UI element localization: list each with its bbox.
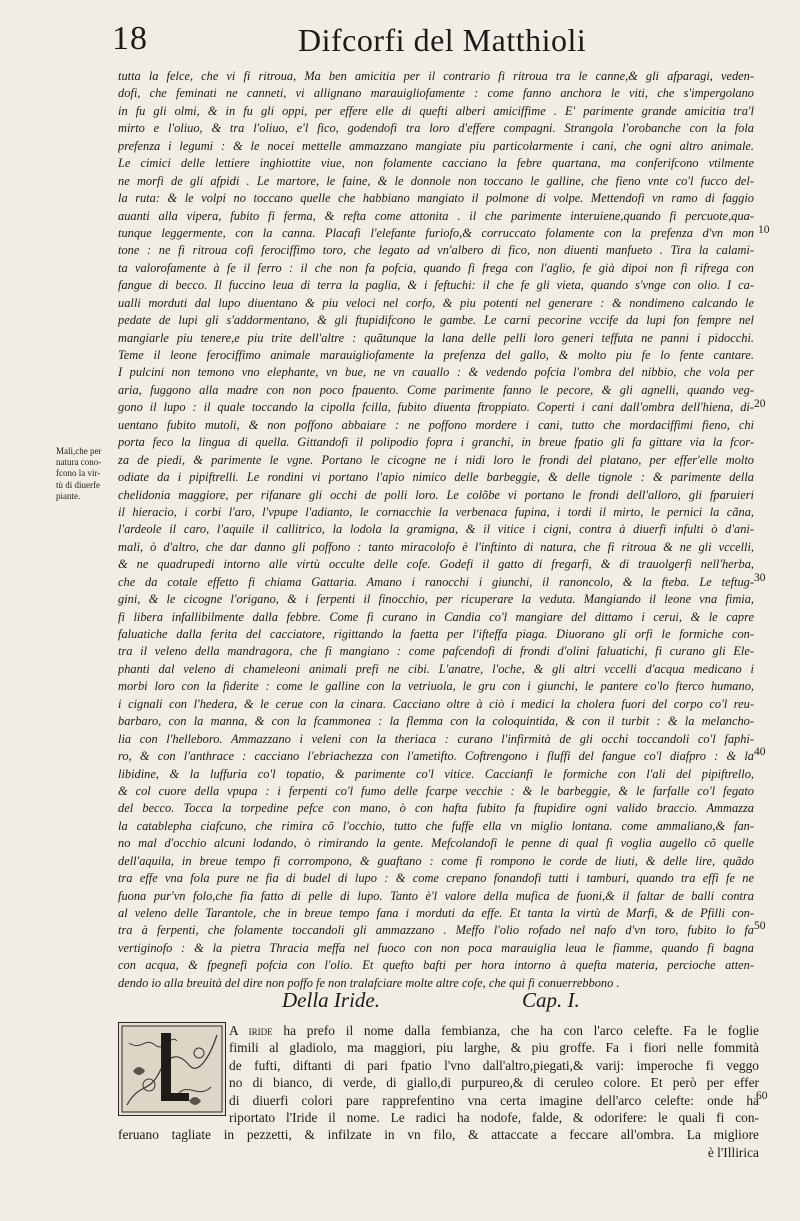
commentary-line: auanti alla vipera, fubito fi ferma, & refta come attonita . il che parimente interuiene,quando fi percuote,qua- xyxy=(118,208,754,223)
commentary-line: dofi, che feminati ne canneti, vi allignano marauigliofamente : come fanno anchora le viti, che s'impergolano xyxy=(118,86,754,101)
body-line: no di bianco, di verde, di giallo,di purpureo,& di ceruleo colore. Et però per effer xyxy=(229,1075,759,1091)
commentary-line: dell'aquila, in breue tempo fi corrompono, & guaftano : come fi rompono le corde de liuti, & delle lire, quãdo xyxy=(118,853,754,868)
margin-line-number: 50 xyxy=(754,920,766,932)
body-line: è l'Illirica xyxy=(707,1144,759,1160)
commentary-line: ro, & con l'anthrace : cacciano l'ebriachezza con l'ametifto. Coftrengono i fluffi del fangue co'l diafpro : & la xyxy=(118,749,754,764)
commentary-line: gono il lupo : il quale toccando la cipolla fcilla, fubito diuenta ftroppiato. Coperti i cani dall'ombra dell'hiena, di- xyxy=(118,400,754,415)
commentary-line: fi libera infallibilmente dalla febbre. Come fi curano in Candia co'l mangiare del dittamo i cerui, & le capre xyxy=(118,609,754,624)
commentary-line: lia con l'helleboro. Ammazzano i veleni con la theriaca : curano l'infirmità de gli occhi toccandoli co'l faphi- xyxy=(118,731,754,746)
commentary-line: tra il veleno della mandragora, che fi mangiano : come pafcendofi di frondi d'olini faluatichi, fi curano gli Ele- xyxy=(118,644,754,659)
commentary-line: il hieracio, i corbi l'aro, l'vpupe l'adianto, le cornacchie la verbenaca fupina, i tordi il mirto, le pernici la cãna, xyxy=(118,504,754,519)
commentary-line: ne morfi de gli afpidi . Le martore, le faine, & le donnole non toccano le galline, che fieno vnte co'l fucco del- xyxy=(118,173,754,188)
commentary-line: gini, & le cicogne l'origano, & i ferpenti il finocchio, per ricuperare la veduta. Mangiando il leone vna fimia, xyxy=(118,592,754,607)
body-line: di diuerfi colori pare rapprefentino vna certa imagine dell'arco celefte: onde ha xyxy=(229,1092,759,1108)
commentary-line: la ruta: & le volpi no toccano quelle che habbiano mangiato il polmone di volpe. Mettendofi vn ramo di faggio xyxy=(118,191,754,206)
commentary-line: phanti dal veleno di chameleoni animali prefi ne cibi. L'anatre, l'oche, & gli altri vccelli d'acqua medicano i xyxy=(118,661,754,676)
commentary-text xyxy=(118,68,754,992)
margin-line-number: 10 xyxy=(758,224,770,236)
page-number: 18 xyxy=(112,20,148,57)
chapter-body-text xyxy=(118,1022,759,1161)
side-note-line: tù di diuerfe xyxy=(56,479,100,490)
side-note-line: Mali,che per xyxy=(56,446,102,456)
commentary-line: la catablepha ciafcuno, che rimira cõ l'occhio, tutto che fuffe ella vn miglio lontana. come ammaliano,& fan- xyxy=(118,818,754,833)
commentary-line: I pulcini non temono vno elephante, vn bue, ne vn cauallo : & vedendo pofcia l'ombra del nibbio, che vola per xyxy=(118,365,754,380)
commentary-line: tunque leggermente, con la canna. Placafi l'elefante furiofo,& corruccato folamente con la prefenza d'vn mon xyxy=(118,225,754,240)
commentary-line: & col cuore della vpupa : i ferpenti co'l fumo delle fcarpe vecchie : & le barbeggie, & le farfalle co'l fegato xyxy=(118,783,754,798)
commentary-line: i cignali con l'hedera, & le cerue con la cinara. Cacciano oltre à ciò i medici la cholera fuori del corpo co'l reu- xyxy=(118,696,754,711)
commentary-line: tra à ferpenti, che folamente toccandoli gli ammazzano . Meffo l'olio rofado nel nafo d'vn toro, fubito lo fa xyxy=(118,923,754,938)
commentary-line: & ne quadrupedi intorno alle virtù occulte delle cofe. Godefi il gatto di fregarfi, & di trauolgerfi nell'herba, xyxy=(118,557,754,572)
commentary-line: pedate de lupi gli s'addormentano, & gli ftupidifcono le gambe. Le carni pecorine vccife da lupi fon fempre nel xyxy=(118,313,754,328)
commentary-line: chelidonia maggiore, per rifanare gli occhi de polli loro. Le colõbe vi portano le frondi dell'alloro, gli fparuieri xyxy=(118,487,754,502)
commentary-line: mali, ò d'altro, che dar danno gli poffono : tanto miracolofo è l'inftinto di natura, che fi ritroua & ne gli vccelli, xyxy=(118,539,754,554)
body-line: de fufti, diftanti di pari fpatio l'vno dall'altro,piegati,& varij: imperoche fi veggo xyxy=(229,1057,759,1073)
commentary-line: faluatiche dalla ferita del cacciatore, rigittando la faetta per l'ifteffa piaga. Diuorano gli orfi le formiche con- xyxy=(118,627,754,641)
commentary-line: Teme il leone ferociffimo animale marauigliofamente la prefenza del gallo, & molto piu fe lo fente cantare. xyxy=(118,348,754,362)
commentary-line: mangiarle piu tenere,e piu trite dell'altre : quãtunque la lana delle pelli loro generi teffuta ne panni i pidocchi. xyxy=(118,330,754,345)
commentary-line: del becco. Tocca la torpedine pefce con mano, ò con hafta fubito fa ftupidire ogni valido braccio. Ammazza xyxy=(118,801,754,816)
running-title: Difcorfi del Matthioli xyxy=(298,22,587,58)
commentary-line: tra effe vna fola pure ne fia di budel di lupo : & come crepano fonandofi tutti i tamburi, quando tra effi fe ne xyxy=(118,871,754,886)
commentary-line: dendo io alla breuità del dire non poffo fe non tralafciare molte altre cofe, che qui fi conuerrebbono . xyxy=(118,975,620,990)
body-line: riportato l'Iride il nome. Le radici ha nodofe, falde, & odorifere: le quali fi con- xyxy=(229,1109,759,1125)
commentary-line: fuona pur'vn folo,che fia fatto di pelle di lupo. Tanto è'l valore della mufica de fuoni,& il faltar de balli contra xyxy=(118,888,754,903)
commentary-line: mirto e l'oliuo, & tra l'oliuo, e'l fico, godendofi tra loro d'effere compagni. Strangola l'orobanche con la fola xyxy=(118,121,754,136)
commentary-line: morbi loro con la fiderite : come le galline con la vetriuola, le gru con i giunchi, le pantere co'lo fterco humano, xyxy=(118,679,754,694)
body-line: fimili al gladiolo, ma maggiori, piu larghe, & piu groffe. Fa i fiori nelle fommità xyxy=(229,1040,759,1056)
commentary-line: uentano fubito mutoli, & non poffono abbaiare : ne poffono mordere i cani, tutto che mordaciffimi fieno, chi xyxy=(118,417,754,432)
decorated-initial-woodcut xyxy=(118,1022,226,1116)
commentary-line: no mal d'occhio alcuni lodando, ò rimirando la gente. Mefcolandofi le penne di qual fi voglia augello cõ quelle xyxy=(118,836,754,851)
commentary-line: fangue di becco. Il fuccino leua di terra la paglia, & i feftuchi: il che fe gli vieta, quando s'vnge con olio. I ca- xyxy=(118,278,754,293)
chapter-label: Cap. I. xyxy=(522,988,580,1012)
commentary-line: Le cimici delle lettiere inghiottite viue, non folamente cacciano la febre quartana, ma conferifcono vtilmente xyxy=(118,156,754,171)
commentary-line: al veleno delle Tarantole, che in breue tempo fana i morduti da effe. Et tanta la virtù de Marfi, & de Pfilli con- xyxy=(118,906,754,920)
commentary-line: tone : ne fi ritroua cofi ferociffimo toro, che legato ad vn'albero di fico, non diuenti manfueto . Tira la calami- xyxy=(118,243,754,258)
chapter-title: Della Iride. xyxy=(282,988,380,1012)
commentary-line: con acqua, & fpegnefi pofcia con l'olio. Et quefto bafti per hora intorno à quefta materia, percioche atten- xyxy=(118,958,754,973)
margin-line-number: 30 xyxy=(754,572,766,584)
commentary-line: za de piedi, & parimente le vgne. Portano le cicogne ne i nidi loro le frondi del platano, per effer'elle molto xyxy=(118,452,754,467)
commentary-line: barbaro, con la manna, & con la fcammonea : la flemma con la coloquintida, & con il turbit : & la melancho- xyxy=(118,714,754,729)
body-first-word: A iride xyxy=(229,1023,273,1038)
body-line: feruano tagliate in pezzetti, & infilzate in vn filo, & attaccate a feccare all'ombra. La migliore xyxy=(118,1127,759,1143)
commentary-line: odiate da i pipiftrelli. Le rondini vi portano l'apio nimico delle barbeggie, & delle tignole : & parimente della xyxy=(118,470,754,485)
commentary-line: in fu gli olmi, & in fu gli oppi, per effere elle di quefti alberi amiciffime . E' parimente grande amicitia tra'l xyxy=(118,103,754,118)
commentary-line: l'ardeole il caro, l'aquile il callitrico, la lodola la gramigna, & il vitice i cigni, contra à diuerfi infulti ò d'ani- xyxy=(118,522,754,537)
commentary-line: prefenza i legumi : & le nocei mettelle ammazzano mangiate piu particolarmente i cani, che ogni altro animale. xyxy=(118,138,754,153)
commentary-line: che da cotale effetto fi chiama Gattaria. Amano i ranocchi i giunchi, il ranoncolo, & la fteba. Le teftug- xyxy=(118,574,754,589)
commentary-line: aria, fuggono alla madre con non poco fpauento. Come parimente fanno le pecore, & gli agnelli, quando veg- xyxy=(118,382,754,397)
side-note-line: piante. xyxy=(56,490,81,501)
side-note-line: natura cono- xyxy=(56,457,102,468)
body-line: A iride ha prefo il nome dalla fembianza, che ha con l'arco celefte. Fa le foglie xyxy=(229,1023,759,1038)
commentary-line: ualli morduti dal lupo diuentano & piu veloci nel corfo, & piu potenti nel generare : & nondimeno calcando le xyxy=(118,295,754,310)
commentary-line: ta valorofamente à fe il ferro : il che non fa pofcia, quando fi frega con l'aglio, fe già dipoi non fi rifrega con xyxy=(118,260,754,275)
side-note-line: fcono la vir- xyxy=(56,468,101,479)
commentary-line: porta feco la lingua di quella. Gittandofi il polipodio fopra i granchi, in breue fpatio gli fa gittare via la fcor- xyxy=(118,435,754,450)
margin-line-number: 40 xyxy=(754,746,766,758)
commentary-line: vertiginofo : & la pietra Thracia meffa nel fuoco con non poca marauiglia leua le fiamme, quando fi bagna xyxy=(118,940,754,955)
running-head xyxy=(0,18,800,68)
decorated-initial-l-icon xyxy=(119,1023,225,1115)
commentary-line: tutta la felce, che vi fi ritroua, Ma ben amicitia per il contrario fi ritroua tra le canne,& gli afparagi, veden- xyxy=(118,69,754,83)
side-note xyxy=(56,446,118,502)
commentary-line: libidine, & la luffuria co'l topatio, & parimente co'l vitice. Caccianfi le formiche con l'ali del pipiftrello, xyxy=(118,766,754,781)
margin-line-number: 60 xyxy=(756,1090,768,1102)
margin-line-number: 20 xyxy=(754,398,766,410)
